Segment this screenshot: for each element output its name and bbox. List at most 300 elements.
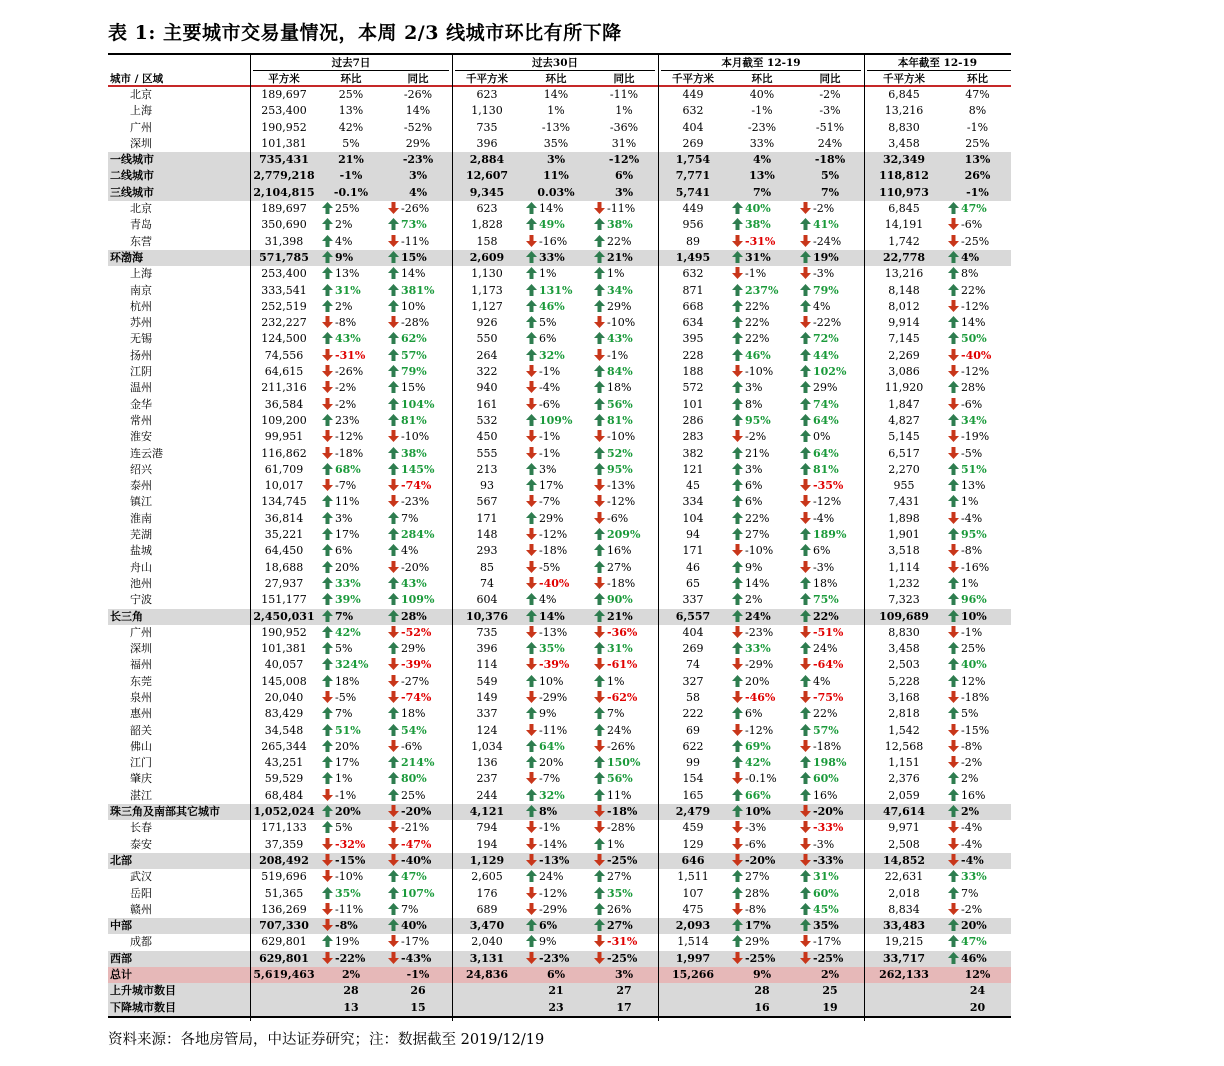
table-cell: 2,818 [888, 707, 920, 721]
cell-value: -1% [745, 267, 767, 281]
table-cell [522, 723, 590, 739]
cell-value: 47% [961, 935, 987, 949]
cell-value: -4% [539, 381, 561, 395]
cell-value: -13% [539, 853, 570, 867]
arrow-down-icon [594, 821, 605, 833]
arrow-up-icon [594, 447, 605, 459]
arrow-up-icon [800, 284, 811, 296]
cell-value: -75% [813, 690, 844, 704]
table-cell: 459 [682, 821, 704, 835]
table-cell: -2% [819, 88, 841, 101]
cell-value: -3% [745, 821, 767, 835]
cell-value: 14% [539, 609, 565, 623]
table-cell [590, 657, 658, 673]
cell-value: 68% [335, 462, 361, 476]
cell-value: 51% [335, 723, 361, 737]
table-cell: 1,742 [888, 234, 920, 248]
arrow-up-icon [388, 463, 399, 475]
table-cell: 449 [682, 88, 704, 101]
table-cell [728, 886, 796, 902]
arrow-up-icon [388, 756, 399, 768]
table-cell: 450 [476, 430, 498, 444]
cell-value: -24% [813, 234, 842, 248]
table-cell [796, 543, 864, 559]
table-row [108, 87, 1011, 103]
table-cell [522, 478, 590, 494]
cell-value: -1% [539, 430, 561, 444]
table-cell [384, 380, 452, 396]
table-cell: 64,450 [264, 544, 304, 558]
arrow-down-icon [732, 365, 743, 377]
table-cell: 228 [682, 348, 704, 362]
arrow-up-icon [388, 724, 399, 736]
cell-value: 60% [813, 772, 839, 786]
table-cell: 16 [754, 1000, 770, 1014]
arrow-down-icon [388, 740, 399, 752]
table-cell [318, 283, 384, 299]
table-cell: 58 [686, 690, 700, 704]
table-row [108, 315, 1011, 331]
table-cell: 8,834 [888, 902, 920, 916]
arrow-up-icon [594, 332, 605, 344]
arrow-down-icon [526, 952, 537, 964]
table-cell [864, 1000, 944, 1016]
arrow-down-icon [948, 398, 959, 410]
row-label: 赣州 [130, 902, 152, 916]
table-cell [384, 478, 452, 494]
arrow-up-icon [594, 707, 605, 719]
table-cell: 22,631 [884, 870, 924, 884]
table-cell [944, 511, 1011, 527]
table-row [108, 820, 1011, 836]
cell-value: 5% [539, 316, 557, 330]
cell-value: 3% [745, 381, 763, 395]
table-cell: 148 [476, 528, 498, 542]
row-label: 淮南 [130, 511, 152, 525]
table-cell: 107 [682, 886, 704, 900]
table-cell [944, 364, 1011, 380]
arrow-up-icon [322, 707, 333, 719]
table-cell [318, 429, 384, 445]
cell-value: -40% [961, 348, 992, 362]
table-cell [944, 234, 1011, 250]
cell-value: -8% [745, 902, 767, 916]
table-cell: 101,381 [261, 642, 307, 656]
arrow-up-icon [800, 300, 811, 312]
table-cell: 604 [476, 593, 498, 607]
table-cell: 252,519 [261, 299, 307, 313]
table-cell [522, 755, 590, 771]
cell-value: -36% [607, 625, 638, 639]
table-cell [590, 625, 658, 641]
table-cell: 253,400 [261, 104, 307, 118]
cell-value: 18% [813, 576, 838, 590]
cell-value: -18% [961, 690, 990, 704]
cell-value: 95% [607, 462, 633, 476]
arrow-down-icon [594, 577, 605, 589]
cell-value: 35% [813, 919, 839, 933]
table-cell [522, 739, 590, 755]
arrow-up-icon [594, 919, 605, 931]
table-cell [384, 201, 452, 217]
table-row [108, 576, 1011, 592]
table-cell: 110,973 [879, 185, 929, 199]
table-cell: 74 [480, 576, 494, 590]
arrow-up-icon [732, 919, 743, 931]
table-row [108, 446, 1011, 462]
arrow-up-icon [948, 414, 959, 426]
cell-value: -46% [745, 690, 776, 704]
cell-value: 22% [745, 299, 770, 313]
row-label: 连云港 [130, 446, 163, 460]
arrow-down-icon [322, 430, 333, 442]
arrow-down-icon [732, 821, 743, 833]
table-cell: 47,614 [882, 805, 926, 819]
cell-value: 39% [335, 593, 361, 607]
table-cell [452, 1000, 522, 1016]
table-cell [522, 234, 590, 250]
row-label: 泉州 [130, 690, 152, 704]
table-cell [318, 364, 384, 380]
table-cell [728, 494, 796, 510]
table-cell [318, 657, 384, 673]
table-cell [728, 380, 796, 396]
cell-value: -6% [401, 739, 423, 753]
table-cell [796, 886, 864, 902]
arrow-up-icon [526, 512, 537, 524]
table-cell [796, 609, 864, 625]
cell-value: -5% [335, 690, 357, 704]
table-cell: 333,541 [261, 283, 307, 297]
table-cell: 6,845 [888, 202, 920, 216]
cell-value: 3% [335, 511, 353, 525]
cell-value: 22% [745, 316, 770, 330]
table-cell: 3,086 [888, 365, 920, 379]
arrow-down-icon [948, 218, 959, 230]
arrow-up-icon [388, 218, 399, 230]
cell-value: -2% [745, 430, 767, 444]
cell-value: 73% [401, 218, 427, 232]
arrow-up-icon [594, 561, 605, 573]
table-cell [796, 217, 864, 233]
table-cell: 40,057 [264, 658, 304, 672]
table-cell: 11% [543, 169, 569, 183]
table-row [108, 690, 1011, 706]
table-cell: 327 [682, 674, 704, 688]
table-cell [658, 983, 728, 999]
table-cell [728, 771, 796, 787]
arrow-up-icon [322, 202, 333, 214]
table-cell [590, 690, 658, 706]
arrow-up-icon [322, 577, 333, 589]
table-row [108, 397, 1011, 413]
arrow-down-icon [594, 691, 605, 703]
table-cell [728, 853, 796, 869]
cell-value: 6% [745, 479, 763, 493]
table-cell: 735 [476, 625, 498, 639]
table-cell [796, 283, 864, 299]
table-cell: 89 [686, 234, 700, 248]
arrow-down-icon [526, 854, 537, 866]
table-cell: 7% [820, 185, 840, 199]
table-cell [522, 413, 590, 429]
arrow-down-icon [800, 561, 811, 573]
table-cell [590, 511, 658, 527]
table-cell [318, 201, 384, 217]
table-cell: 31,398 [264, 234, 304, 248]
arrow-down-icon [388, 658, 399, 670]
table-cell: 382 [682, 446, 704, 460]
cell-value: -6% [539, 397, 561, 411]
arrow-up-icon [388, 887, 399, 899]
arrow-up-icon [800, 398, 811, 410]
arrow-up-icon [948, 887, 959, 899]
cell-value: 5% [961, 707, 979, 721]
cell-value: 6% [539, 332, 557, 346]
cell-value: -26% [401, 202, 430, 216]
table-cell [590, 560, 658, 576]
cell-value: 26% [607, 902, 632, 916]
arrow-up-icon [732, 577, 743, 589]
arrow-up-icon [388, 381, 399, 393]
table-cell [590, 706, 658, 722]
cell-value: -8% [961, 544, 983, 558]
arrow-up-icon [322, 642, 333, 654]
cell-value: 81% [401, 413, 427, 427]
table-cell [796, 348, 864, 364]
arrow-down-icon [526, 887, 537, 899]
arrow-down-icon [526, 724, 537, 736]
cell-value: 21% [607, 609, 633, 623]
table-cell: 35,221 [264, 528, 304, 542]
arrow-up-icon [526, 463, 537, 475]
table-cell: 334 [682, 495, 704, 509]
table-cell [590, 429, 658, 445]
arrow-up-icon [388, 544, 399, 556]
cell-value: 22% [813, 707, 838, 721]
table-cell [384, 364, 452, 380]
table-cell [944, 690, 1011, 706]
arrow-down-icon [322, 398, 333, 410]
table-cell [944, 609, 1011, 625]
table-cell: 2,269 [888, 348, 920, 362]
row-label: 青岛 [130, 218, 152, 232]
row-label: 常州 [130, 413, 152, 427]
table-cell: 33,483 [882, 919, 926, 933]
cell-value: -1% [607, 348, 629, 362]
cell-value: -8% [961, 739, 983, 753]
table-cell [522, 804, 590, 820]
table-row [108, 983, 1011, 999]
table-cell: 2,040 [471, 935, 503, 949]
cell-value: 25% [961, 642, 986, 656]
table-cell [944, 951, 1011, 967]
cell-value: 5% [335, 642, 353, 656]
table-cell [796, 299, 864, 315]
arrow-up-icon [948, 789, 959, 801]
arrow-down-icon [388, 675, 399, 687]
table-cell [384, 934, 452, 950]
table-cell: 129 [682, 837, 704, 851]
table-cell [318, 934, 384, 950]
cell-value: 237% [745, 283, 779, 297]
row-label: 二线城市 [110, 169, 154, 183]
cell-value: 45% [813, 902, 839, 916]
table-cell: 1,127 [471, 299, 503, 313]
table-cell [728, 739, 796, 755]
table-cell: 83,429 [264, 707, 304, 721]
table-cell: 124 [476, 723, 498, 737]
arrow-up-icon [388, 789, 399, 801]
arrow-down-icon [388, 495, 399, 507]
table-cell: 794 [476, 821, 498, 835]
table-cell [590, 348, 658, 364]
arrow-up-icon [594, 870, 605, 882]
row-label: 广州 [130, 625, 152, 639]
table-cell [728, 869, 796, 885]
cell-value: -10% [335, 870, 364, 884]
cell-value: -7% [539, 495, 561, 509]
table-row [108, 429, 1011, 445]
arrow-up-icon [322, 935, 333, 947]
table-cell [796, 494, 864, 510]
table-cell [384, 804, 452, 820]
table-cell [318, 478, 384, 494]
cell-value: 4% [961, 250, 980, 264]
table-cell: 337 [682, 593, 704, 607]
cell-value: 1% [607, 267, 625, 281]
cell-value: 102% [813, 365, 847, 379]
table-row [108, 674, 1011, 690]
table-cell: 632 [682, 267, 704, 281]
row-label: 杭州 [130, 299, 152, 313]
column-header: 同比 [613, 73, 635, 85]
table-cell: -3% [819, 104, 841, 118]
cell-value: 189% [813, 528, 847, 542]
table-cell [944, 560, 1011, 576]
row-label: 舟山 [130, 560, 152, 574]
table-cell [590, 527, 658, 543]
table-cell [796, 820, 864, 836]
table-cell [796, 706, 864, 722]
table-cell [590, 641, 658, 657]
arrow-up-icon [948, 772, 959, 784]
arrow-up-icon [526, 349, 537, 361]
table-cell: 13 [343, 1000, 359, 1014]
arrow-up-icon [322, 284, 333, 296]
table-cell [590, 820, 658, 836]
table-cell [796, 869, 864, 885]
cell-value: 43% [335, 332, 361, 346]
table-cell: 24% [817, 136, 843, 150]
table-cell: 2,059 [888, 788, 920, 802]
arrow-up-icon [526, 479, 537, 491]
table-cell: 19,215 [884, 935, 924, 949]
arrow-down-icon [594, 658, 605, 670]
arrow-down-icon [948, 300, 959, 312]
cell-value: 2% [335, 218, 353, 232]
cell-value: 35% [607, 886, 633, 900]
table-cell: 15,266 [671, 968, 715, 982]
arrow-down-icon [800, 691, 811, 703]
arrow-down-icon [322, 365, 333, 377]
table-cell [590, 543, 658, 559]
table-cell: 40% [749, 88, 775, 101]
table-cell [864, 983, 944, 999]
table-row [108, 462, 1011, 478]
cell-value: -12% [961, 365, 990, 379]
table-cell: 1,847 [888, 397, 920, 411]
table-cell [522, 592, 590, 608]
table-cell: 1,129 [469, 853, 505, 867]
arrow-down-icon [322, 349, 333, 361]
cell-value: 6% [745, 707, 763, 721]
table-cell [522, 576, 590, 592]
table-cell [522, 837, 590, 853]
arrow-down-icon [594, 430, 605, 442]
table-cell [384, 331, 452, 347]
arrow-up-icon [594, 724, 605, 736]
arrow-up-icon [732, 642, 743, 654]
table-cell [318, 380, 384, 396]
arrow-up-icon [732, 740, 743, 752]
cell-value: 27% [745, 528, 770, 542]
table-cell [318, 886, 384, 902]
table-cell [522, 494, 590, 510]
cell-value: 64% [813, 413, 839, 427]
table-cell [318, 853, 384, 869]
cell-value: 14% [961, 316, 986, 330]
arrow-up-icon [732, 218, 743, 230]
table-cell [590, 413, 658, 429]
table-cell [944, 837, 1011, 853]
row-label: 南京 [130, 283, 152, 297]
row-label: 成都 [130, 935, 152, 949]
table-cell [796, 853, 864, 869]
table-cell: 449 [682, 202, 704, 216]
arrow-up-icon [322, 675, 333, 687]
cell-value: -25% [745, 951, 776, 965]
table-cell: 395 [682, 332, 704, 346]
table-cell [318, 527, 384, 543]
arrow-up-icon [948, 479, 959, 491]
cell-value: -51% [813, 625, 844, 639]
cell-value: -1% [335, 788, 357, 802]
arrow-up-icon [526, 870, 537, 882]
cell-value: 56% [607, 772, 633, 786]
arrow-up-icon [526, 267, 537, 279]
arrow-down-icon [732, 854, 743, 866]
cell-value: 131% [539, 283, 573, 297]
cell-value: 14% [401, 267, 426, 281]
row-label: 武汉 [130, 870, 152, 884]
table-cell: 8,148 [888, 283, 920, 297]
table-cell: 3,168 [888, 690, 920, 704]
cell-value: 9% [539, 707, 557, 721]
arrow-up-icon [526, 805, 537, 817]
table-title: 表 1: 主要城市交易量情况，本周 2/3 线城市环比有所下降 [108, 22, 622, 44]
arrow-down-icon [948, 561, 959, 573]
arrow-down-icon [322, 789, 333, 801]
cell-value: 11% [607, 788, 632, 802]
cell-value: -6% [745, 837, 767, 851]
arrow-up-icon [948, 610, 959, 622]
arrow-down-icon [322, 903, 333, 915]
table-cell [796, 723, 864, 739]
row-label: 无锡 [130, 332, 152, 346]
cell-value: -3% [813, 837, 835, 851]
table-cell: 65 [686, 576, 700, 590]
